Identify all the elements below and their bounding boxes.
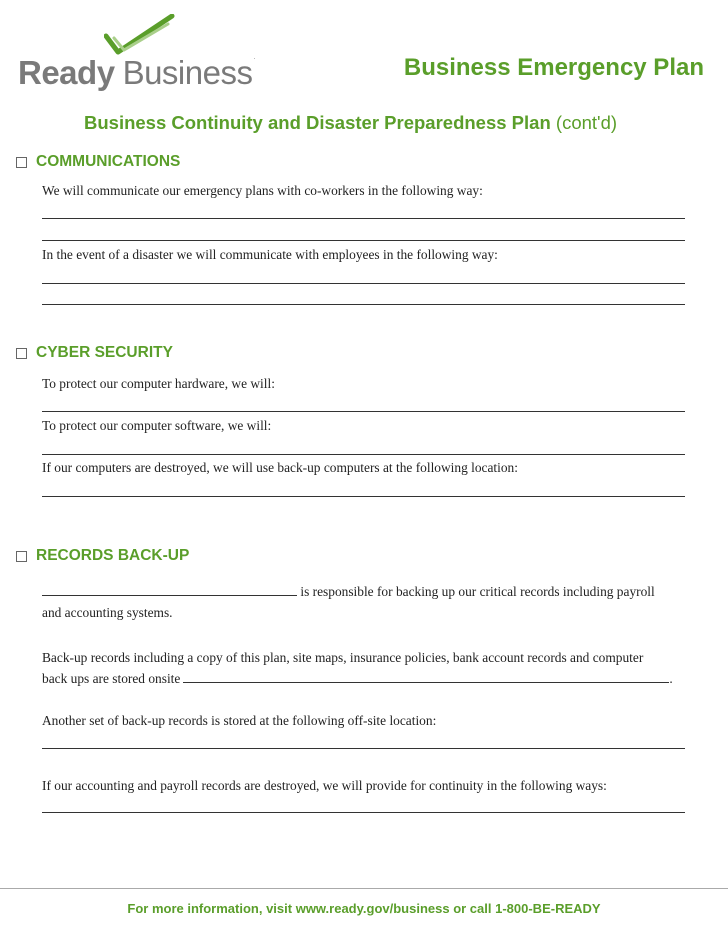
communications-heading-text: COMMUNICATIONS: [36, 153, 181, 170]
continuity-prompt: If our accounting and payroll records are destroyed, we will provide for continuity in the following ways:: [42, 778, 607, 793]
backup-computers-prompt: If our computers are destroyed, we will use back-up computers at the following location:: [42, 460, 518, 475]
section-communications-heading: [16, 152, 180, 172]
responsible-statement: [42, 584, 655, 600]
logo-ready: Ready: [18, 54, 115, 91]
cyber-security-heading-text: CYBER SECURITY: [36, 344, 173, 361]
responsible-text-continued: and accounting systems.: [42, 605, 173, 620]
checkmark-logo-icon: [104, 14, 176, 56]
communications-checkbox[interactable]: [16, 157, 27, 168]
offsite-prompt: Another set of back-up records is stored at the following off-site location:: [42, 713, 437, 728]
software-answer-line[interactable]: [42, 454, 685, 455]
coworkers-answer-line-1[interactable]: [42, 218, 685, 219]
employees-answer-line-2[interactable]: [42, 304, 685, 305]
offsite-answer-line[interactable]: [42, 748, 685, 749]
section-cyber-security-heading: [16, 343, 173, 363]
plan-subtitle-suffix: (cont'd): [555, 112, 618, 133]
onsite-backup-text: Back-up records including a copy of this plan, site maps, insurance policies, bank account records and computer: [42, 650, 644, 665]
records-backup-checkbox[interactable]: [16, 551, 27, 562]
footer-divider: [0, 888, 728, 889]
onsite-period: .: [669, 671, 673, 686]
onsite-backup-text-continued: back ups are stored onsite: [42, 671, 181, 686]
employees-prompt: In the event of a disaster we will communicate with employees in the following way:: [42, 247, 498, 262]
responsible-text: is responsible for backing up our critical records including payroll: [300, 584, 655, 599]
continuity-answer-line[interactable]: [42, 812, 685, 813]
logo-business: Business: [122, 54, 253, 91]
hardware-prompt: To protect our computer hardware, we will:: [42, 376, 275, 391]
coworkers-answer-line-2[interactable]: [42, 240, 685, 241]
plan-subtitle: [84, 112, 617, 134]
coworkers-prompt: We will communicate our emergency plans with co-workers in the following way:: [42, 183, 483, 198]
plan-subtitle-main: Business Continuity and Disaster Preparedness Plan: [84, 112, 551, 133]
onsite-backup-statement: [42, 671, 673, 687]
section-records-backup-heading: [16, 546, 189, 566]
backup-computers-answer-line[interactable]: [42, 496, 685, 497]
footer-info: For more information, visit www.ready.gov/business or call 1-800-BE-READY: [127, 901, 601, 916]
software-prompt: To protect our computer software, we will:: [42, 418, 272, 433]
document-title: Business Emergency Plan: [403, 54, 704, 81]
onsite-location-blank[interactable]: [183, 671, 669, 683]
records-backup-heading-text: RECORDS BACK-UP: [36, 547, 190, 564]
cyber-security-checkbox[interactable]: [16, 348, 27, 359]
logo-mark: .: [253, 54, 255, 61]
hardware-answer-line[interactable]: [42, 411, 685, 412]
responsible-person-blank[interactable]: [42, 584, 297, 596]
logo-wordmark: [18, 54, 255, 92]
ready-business-logo: [18, 14, 258, 90]
employees-answer-line-1[interactable]: [42, 283, 685, 284]
